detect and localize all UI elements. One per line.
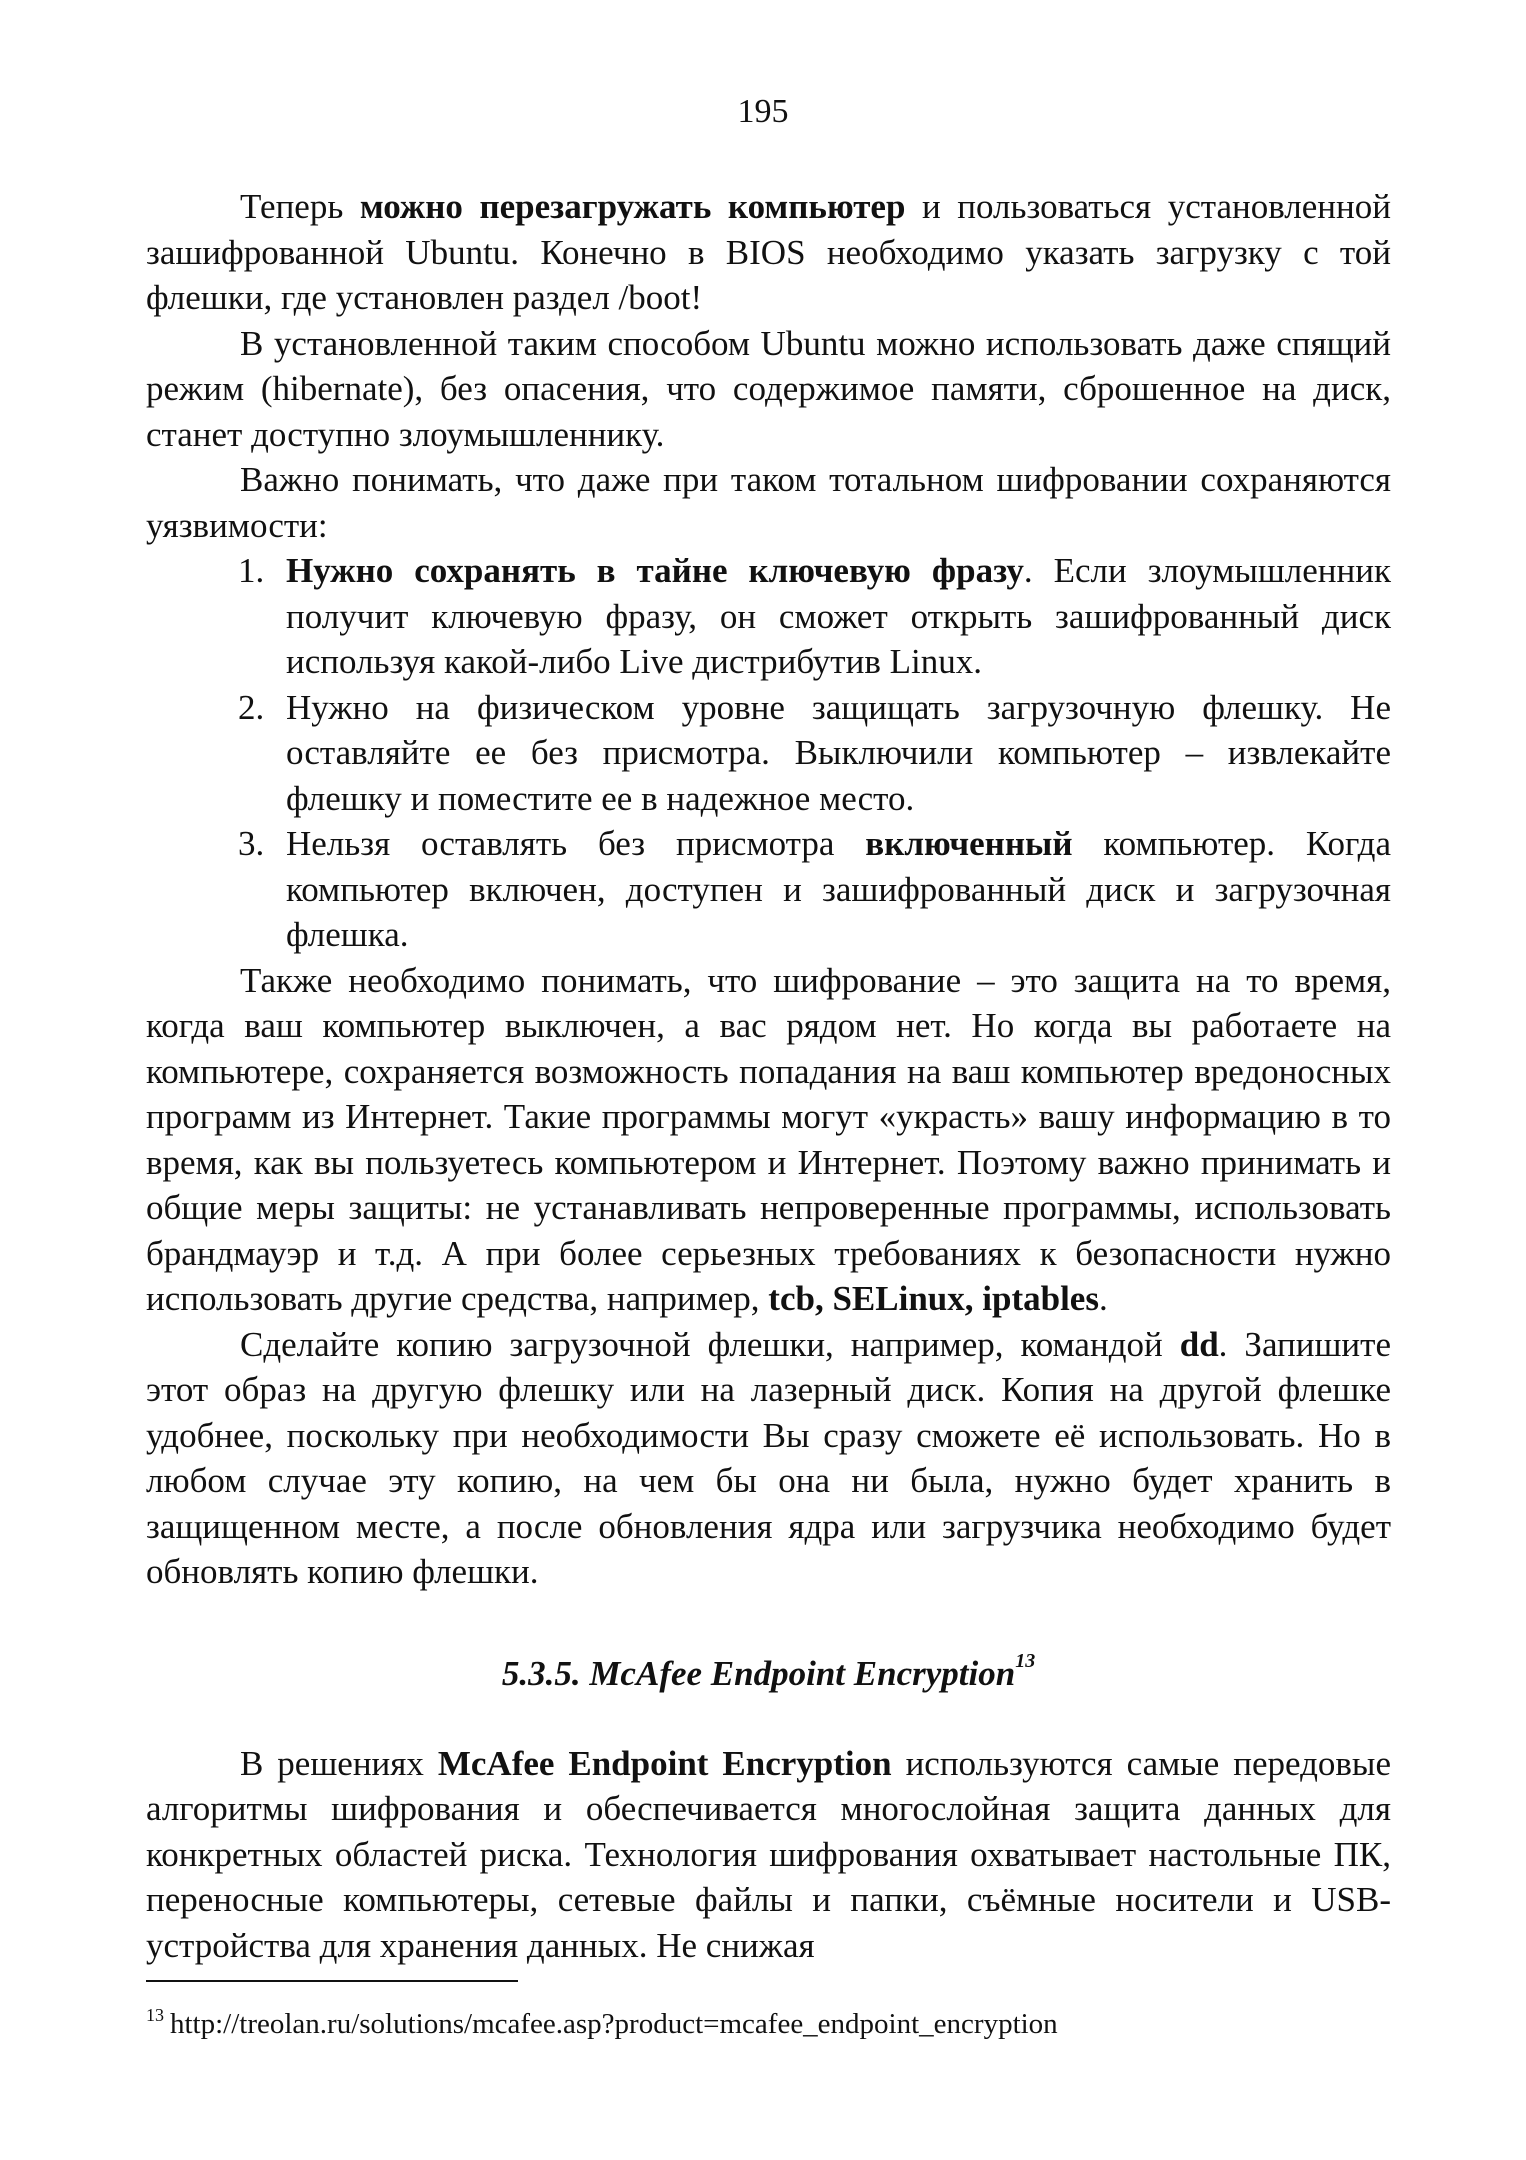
bold-text: dd (1179, 1324, 1219, 1364)
bold-text: Нужно сохранять в тайне ключевую фразу (286, 551, 1024, 590)
bold-text: McAfee Endpoint Encryption (437, 1743, 892, 1783)
paragraph-reboot (146, 184, 1391, 321)
list-number: 3. (238, 824, 265, 863)
bold-text: включенный (865, 824, 1073, 863)
footnote-url[interactable]: http://treolan.ru/solutions/mcafee.asp?product=mcafee_endpoint_encryption (170, 2008, 1058, 2040)
text: В решениях (240, 1743, 438, 1783)
bold-text: можно перезагружать компьютер (359, 187, 906, 226)
list-item (238, 685, 1391, 822)
text: Теперь (240, 187, 360, 226)
page-body (146, 184, 1391, 1968)
paragraph-vulnerabilities-intro: Важно понимать, что даже при таком тотальном шифровании сохраняются уязвимости: (146, 460, 1391, 545)
vulnerabilities-list (146, 548, 1391, 958)
text: Нельзя оставлять без присмотра (286, 824, 866, 863)
list-item (238, 821, 1391, 958)
paragraph-backup (146, 1322, 1391, 1595)
section-heading (146, 1651, 1391, 1696)
paragraph-hibernate: В установленной таким способом Ubuntu можно использовать даже спящий режим (hibernate), без опасения, что содержимое памяти, сброшенное на диск, станет доступно злоумышленнику. (146, 323, 1391, 454)
footnote-marker: 13 (146, 2005, 164, 2025)
list-number: 1. (238, 551, 265, 590)
text: и пользоваться установленной зашифрованной Ubuntu. Конечно в BIOS необходимо указать загрузку с той флешки, где установлен раздел /boot! (146, 187, 1391, 317)
text: . Запишите этот образ на другую флешку или на лазерный диск. Копия на другой флешке удобнее, поскольку при необходимости Вы сразу сможете её использовать. Но в любом случае эту копию, на чем бы она ни была, нужно будет хранить в защищенном месте, а после обновления ядра или загрузчика необходимо будет обновлять копию флешки. (146, 1324, 1391, 1591)
list-number: 2. (238, 687, 265, 727)
text: . Если злоумышленник получит ключевую фразу, он сможет открыть зашифрованный диск используя какой-либо Live дистрибутив Linux. (286, 551, 1392, 681)
text: используются самые передовые алгоритмы шифрования и обеспечивается многослойная защита данных для конкретных областей риска. Технология шифрования охватывает настольные ПК, переносные компьютеры, сетевые файлы и папки, съёмные носители и USB-устройства для хранения данных. Не снижая (146, 1743, 1391, 1965)
text: . (1098, 1279, 1108, 1318)
text: Сделайте копию загрузочной флешки, например, командой (240, 1324, 1180, 1364)
text: компьютер. Когда компьютер включен, доступен и зашифрованный диск и загрузочная флешка. (286, 824, 1391, 954)
bold-text: tcb, SELinux, iptables (768, 1279, 1099, 1318)
footnote (146, 2006, 1391, 2042)
footnote-divider (146, 1980, 518, 1982)
paragraph-encryption-scope (146, 958, 1391, 1322)
list-item (238, 548, 1392, 685)
text: Нужно на физическом уровне защищать загрузочную флешку. Не оставляйте ее без присмотра. Выключили компьютер – извлекайте флешку и поместите ее в надежное место. (286, 687, 1391, 818)
paragraph-mcafee (146, 1741, 1391, 1969)
section-title: 5.3.5. McAfee Endpoint Encryption (501, 1653, 1016, 1693)
text: Также необходимо понимать, что шифрование – это защита на то время, когда ваш компьютер выключен, а вас рядом нет. Но когда вы работаете на компьютере, сохраняется возможность попадания на ваш компьютер вредоносных программ из Интернет. Такие программы могут «украсть» вашу информацию в то время, как вы пользуетесь компьютером и Интернет. Поэтому важно принимать и общие меры защиты: не устанавливать непроверенные программы, использовать брандмауэр и т.д. А при более серьезных требованиях к безопасности нужно использовать другие средства, например, (146, 960, 1391, 1318)
page-number: 195 (737, 93, 789, 130)
footnote-reference[interactable]: 13 (1015, 1649, 1036, 1672)
